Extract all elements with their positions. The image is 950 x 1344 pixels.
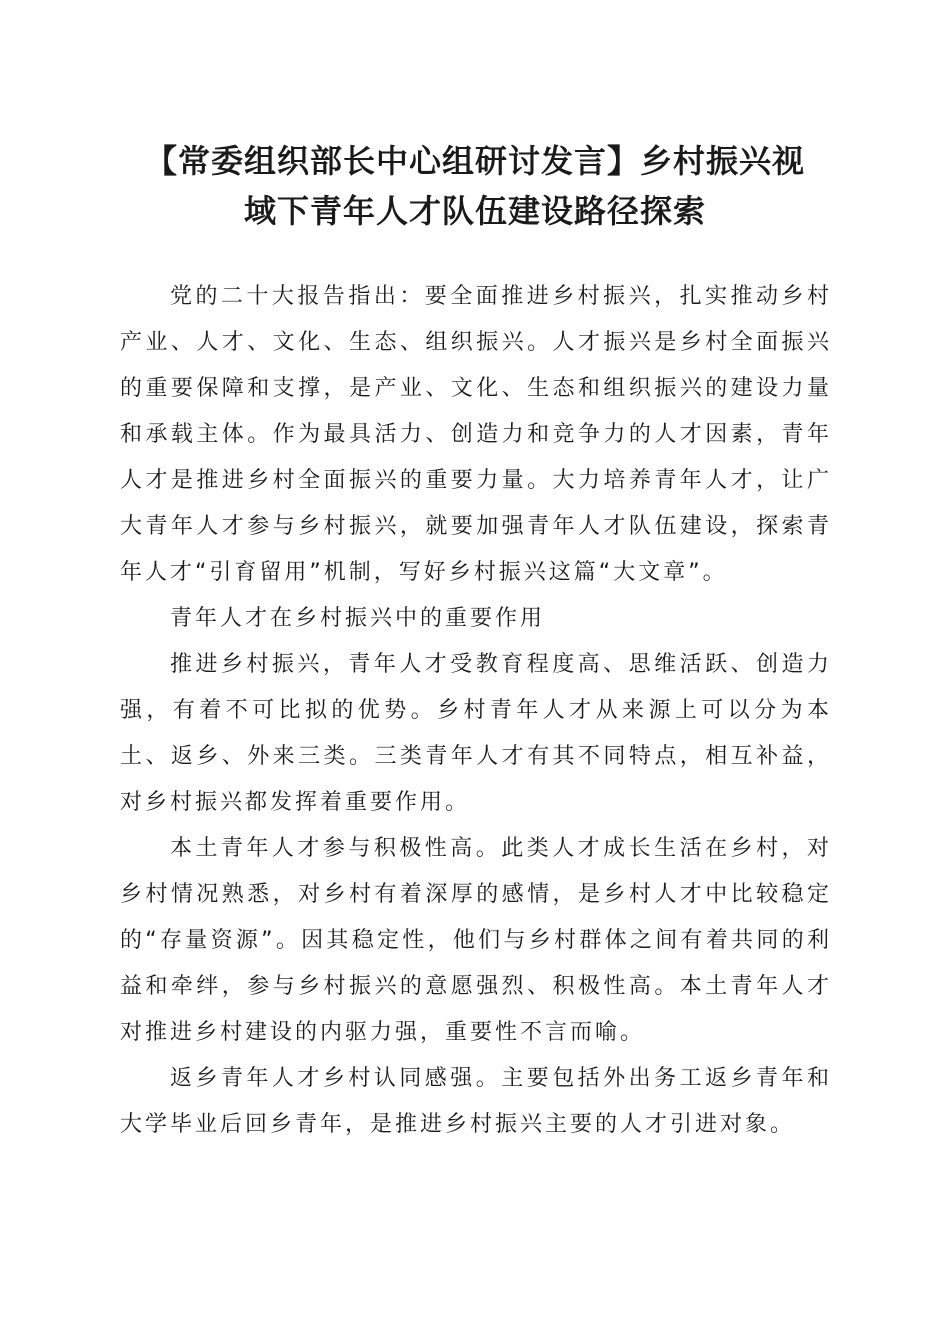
- title-line-2: 域下青年人才队伍建设路径探索: [243, 192, 706, 230]
- document-body: [120, 274, 832, 1148]
- document-title: [100, 136, 850, 236]
- section-heading: 青年人才在乡村振兴中的重要作用: [170, 606, 546, 631]
- paragraph: 本土青年人才参与积极性高。此类人才成长生活在乡村，对乡村情况熟悉，对乡村有着深厚的感情，是乡村人才中比较稳定的“存量资源”。因其稳定性，他们与乡村群体之间有着共同的利益和牵绊，参与乡村振兴的意愿强烈、积极性高。本土青年人才对推进乡村建设的内驱力强，重要性不言而喻。: [120, 836, 832, 1045]
- paragraph: 返乡青年人才乡村认同感强。主要包括外出务工返乡青年和大学毕业后回乡青年，是推进乡村振兴主要的人才引进对象。: [120, 1066, 832, 1137]
- title-line-1: 【常委组织部长中心组研讨发言】乡村振兴视: [144, 142, 805, 180]
- paragraph: 推进乡村振兴，青年人才受教育程度高、思维活跃、创造力强，有着不可比拟的优势。乡村青年人才从来源上可以分为本土、返乡、外来三类。三类青年人才有其不同特点，相互补益，对乡村振兴都发挥着重要作用。: [120, 652, 832, 815]
- paragraph-intro: 党的二十大报告指出：要全面推进乡村振兴，扎实推动乡村产业、人才、文化、生态、组织振兴。人才振兴是乡村全面振兴的重要保障和支撑，是产业、文化、生态和组织振兴的建设力量和承载主体。作为最具活力、创造力和竞争力的人才因素，青年人才是推进乡村全面振兴的重要力量。大力培养青年人才，让广大青年人才参与乡村振兴，就要加强青年人才队伍建设，探索青年人才“引育留用”机制，写好乡村振兴这篇“大文章”。: [120, 284, 832, 585]
